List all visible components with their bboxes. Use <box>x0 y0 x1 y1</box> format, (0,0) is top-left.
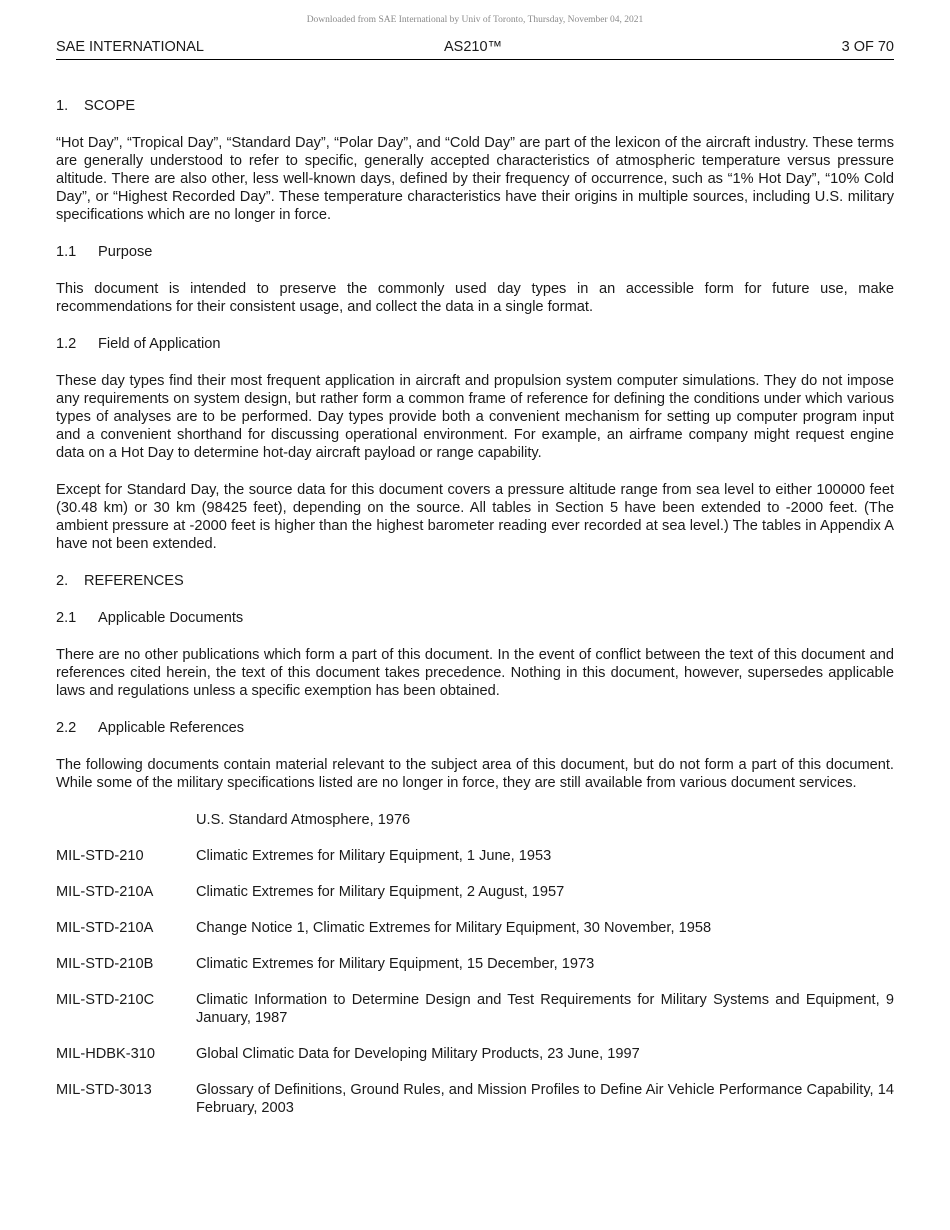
reference-list <box>56 811 894 1117</box>
section-heading-scope <box>56 97 894 115</box>
reference-id: MIL-STD-210C <box>56 992 155 1008</box>
reference-id: MIL-STD-210A <box>56 920 154 936</box>
header-organization: SAE INTERNATIONAL <box>56 39 204 55</box>
download-watermark: Downloaded from SAE International by Univ of Toronto, Thursday, November 04, 2021 <box>306 15 644 25</box>
section-number: 1. <box>56 98 69 114</box>
section-heading-references <box>56 572 894 590</box>
field-paragraph-1: These day types find their most frequent application in aircraft and propulsion system computer simulations. They do not impose any requirements on system design, but rather form a common frame of reference for defining the conditions under which various types of analyses are to be performed. Day types provide both a convenient mechanism for setting up computer program input and a convenient shorthand for discussing operational environment. For example, an airframe company might request engine data on a Hot Day to determine hot-day aircraft payload or range capability. <box>56 373 894 461</box>
section-title: SCOPE <box>84 98 136 114</box>
reference-title: Climatic Information to Determine Design and Test Requirements for Military Systems and Equipment, 9 January, 1987 <box>196 992 894 1026</box>
reference-id: MIL-STD-210A <box>56 884 154 900</box>
reference-item <box>56 919 894 937</box>
reference-title: Global Climatic Data for Developing Military Products, 23 June, 1997 <box>196 1046 640 1062</box>
section-title: Field of Application <box>98 336 221 352</box>
scope-paragraph: “Hot Day”, “Tropical Day”, “Standard Day”, “Polar Day”, and “Cold Day” are part of the lexicon of the aircraft industry. These terms are generally understood to refer to specific, generally accepted characteristics of atmospheric temperature versus pressure altitude. There are also other, less well-known days, defined by their frequency of occurrence, such as “1% Hot Day”, “10% Cold Day”, or “Highest Recorded Day”. These temperature characteristics have their origins in multiple sources, including U.S. military specifications which are no longer in force. <box>56 135 894 223</box>
applicable-documents-paragraph: There are no other publications which form a part of this document. In the event of conflict between the text of this document and references cited herein, the text of this document takes precedence. Nothing in this document, however, supersedes applicable laws and regulations unless a specific exemption has been obtained. <box>56 647 894 699</box>
section-number: 1.2 <box>56 336 77 352</box>
reference-id <box>56 811 196 829</box>
section-heading-applicable-references <box>56 719 894 737</box>
reference-item <box>56 883 894 901</box>
reference-item <box>56 1045 894 1063</box>
field-paragraph-2: Except for Standard Day, the source data for this document covers a pressure altitude range from sea level to either 100000 feet (30.48 km) or 30 km (98425 feet), depending on the source. All tables in Section 5 have been extended to -2000 feet. (The ambient pressure at -2000 feet is higher than the highest barometer reading ever recorded at sea level.) The tables in Appendix A have not been extended. <box>56 482 894 552</box>
section-heading-field-of-application <box>56 335 894 353</box>
section-title: REFERENCES <box>84 573 184 589</box>
document-body <box>56 97 894 1135</box>
section-title: Applicable References <box>98 720 245 736</box>
reference-item <box>56 811 894 829</box>
reference-title: Change Notice 1, Climatic Extremes for Military Equipment, 30 November, 1958 <box>196 920 712 936</box>
reference-id: MIL-STD-3013 <box>56 1082 152 1098</box>
reference-title: Climatic Extremes for Military Equipment, 2 August, 1957 <box>196 884 565 900</box>
section-number: 2.2 <box>56 720 77 736</box>
purpose-paragraph: This document is intended to preserve the commonly used day types in an accessible form for future use, make recommendations for their consistent usage, and collect the data in a single format. <box>56 281 894 315</box>
header-page-number: 3 OF 70 <box>841 39 894 55</box>
section-number: 2. <box>56 573 69 589</box>
section-number: 2.1 <box>56 610 77 626</box>
section-title: Applicable Documents <box>98 610 244 626</box>
reference-item <box>56 991 894 1027</box>
page-header <box>56 39 894 60</box>
section-heading-purpose <box>56 243 894 261</box>
section-heading-applicable-documents <box>56 609 894 627</box>
section-title: Purpose <box>98 244 153 260</box>
reference-title: U.S. Standard Atmosphere, 1976 <box>196 812 411 828</box>
reference-item <box>56 955 894 973</box>
header-document-id: AS210™ <box>444 39 503 55</box>
section-number: 1.1 <box>56 244 77 260</box>
reference-title: Climatic Extremes for Military Equipment, 1 June, 1953 <box>196 848 552 864</box>
reference-id: MIL-HDBK-310 <box>56 1046 155 1062</box>
reference-item <box>56 847 894 865</box>
reference-title: Climatic Extremes for Military Equipment, 15 December, 1973 <box>196 956 595 972</box>
reference-id: MIL-STD-210 <box>56 848 144 864</box>
reference-title: Glossary of Definitions, Ground Rules, and Mission Profiles to Define Air Vehicle Performance Capability, 14 February, 2003 <box>196 1082 894 1116</box>
reference-id: MIL-STD-210B <box>56 956 154 972</box>
applicable-references-paragraph: The following documents contain material relevant to the subject area of this document, but do not form a part of this document. While some of the military specifications listed are no longer in force, they are still available from various document services. <box>56 757 894 791</box>
reference-item <box>56 1081 894 1117</box>
